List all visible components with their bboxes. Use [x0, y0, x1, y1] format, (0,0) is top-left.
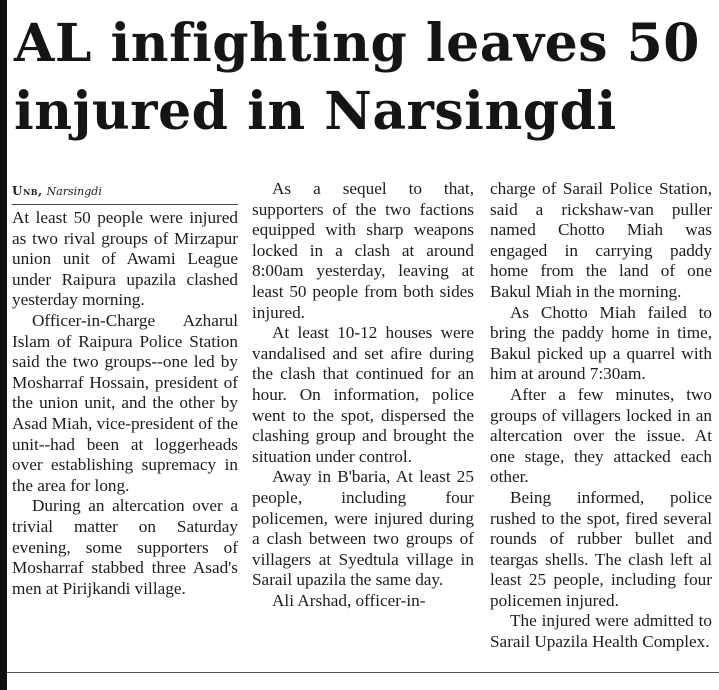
paragraph: Ali Arshad, officer-in-	[272, 590, 426, 610]
article-column-3	[490, 179, 712, 653]
paragraph: At least 10-12 houses were vandalised and set afire during the clash that continued for an hour. On information, police went to the spot, dispersed the clashing group and brought the situation under control.	[252, 323, 474, 466]
byline	[12, 184, 102, 199]
byline-place: Narsingdi	[46, 185, 102, 198]
paragraph: At least 50 people were injured as two rival groups of Mirzapur union unit of Awami League under Raipura upazila clashed yesterday morning.	[12, 208, 238, 310]
paragraph: As a sequel to that, supporters of the two factions equipped with sharp weapons locked in a clash at around 8:00am yesterday, leaving at least 50 people from both sides injured.	[252, 179, 474, 322]
paragraph: As Chotto Miah failed to bring the paddy home in time, Bakul picked up a quarrel with him at around 7:30am.	[490, 302, 712, 384]
left-edge-rule	[0, 0, 7, 690]
paragraph: The injured were admitted to Sarail Upazila Health Complex.	[490, 611, 712, 652]
headline-line-1: AL infighting leaves 50	[14, 13, 700, 74]
paragraph: charge of Sarail Police Station, said a rickshaw-van puller named Chotto Miah was engaged in carrying paddy home from the land of one Bakul Miah in the morning.	[490, 179, 712, 301]
article-column-1	[12, 208, 238, 599]
paragraph: During an altercation over a trivial matter on Saturday evening, some supporters of Mosharraf stabbed three Asad's men at Pirijkandi village.	[12, 496, 238, 598]
bottom-rule	[7, 672, 719, 673]
byline-agency: Unb,	[12, 184, 43, 198]
paragraph: After a few minutes, two groups of villagers locked in an altercation over the issue. At one stage, they attacked each other.	[490, 384, 712, 487]
article-column-2	[252, 179, 474, 611]
paragraph: Officer-in-Charge Azharul Islam of Raipura Police Station said the two groups--one led by Mosharraf Hossain, president of the union unit, and the other by Asad Miah, vice-president of the unit--had been at loggerheads over establishing supremacy in the area for long.	[12, 310, 238, 495]
paragraph: Being informed, police rushed to the spot, fired several rounds of rubber bullet and teargas shells. The clash left al least 25 people, including four policemen injured.	[490, 487, 712, 610]
paragraph: Away in B'baria, At least 25 people, including four policemen, were injured during a clash between two groups of villagers at Syedtula village in Sarail upazila the same day.	[252, 467, 474, 590]
headline-line-2: injured in Narsingdi	[14, 81, 617, 142]
byline-rule	[12, 204, 238, 205]
headline	[14, 10, 714, 146]
